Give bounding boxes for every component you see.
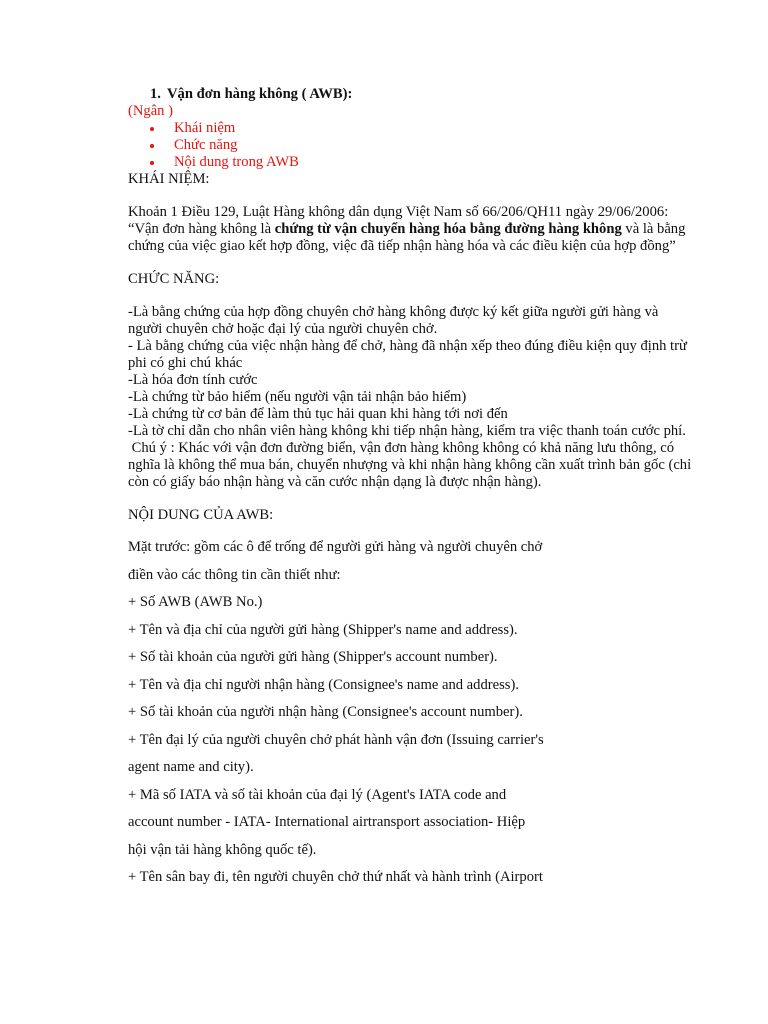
contents-line: + Số tài khoản của người gửi hàng (Shipper's account number). xyxy=(128,649,498,665)
contents-line: + Tên đại lý của người chuyên chở phát hành vận đơn (Issuing carrier's xyxy=(128,731,544,748)
function-line: -Là tờ chỉ dẫn cho nhân viên hàng không khi tiếp nhận hàng, kiểm tra việc thanh toán cước phí. xyxy=(128,423,686,439)
contents-title: NỘI DUNG CỦA AWB: xyxy=(128,507,274,523)
function-title: CHỨC NĂNG: xyxy=(128,271,220,287)
concept-paragraph xyxy=(128,204,696,255)
toc-item: Nội dung trong AWB xyxy=(174,154,696,171)
contents-line: agent name and city). xyxy=(128,759,254,775)
contents-line: + Số tài khoản của người nhận hàng (Consignee's account number). xyxy=(128,704,523,720)
function-line: -Là chứng từ cơ bản để làm thủ tục hải quan khi hàng tới nơi đến xyxy=(128,406,508,422)
function-line: - Là bằng chứng của việc nhận hàng để chở, hàng đã nhận xếp theo đúng điều kiện quy định trừ phi có ghi chú khác xyxy=(128,338,687,371)
contents-line: + Mã số IATA và số tài khoản của đại lý (Agent's IATA code and xyxy=(128,786,507,803)
contents-line: + Tên và địa chỉ của người gửi hàng (Shipper's name and address). xyxy=(128,621,518,638)
function-note: Chú ý : Khác với vận đơn đường biển, vận đơn hàng không không có khả năng lưu thông, có nghĩa là không thể mua bán, chuyển nhượng và khi nhận hàng không cần xuất trình bản gốc (chỉ còn có giấy báo nhận hàng và căn cước nhận dạng là được nhận hàng). xyxy=(128,440,695,490)
contents-list xyxy=(128,534,696,892)
concept-title: KHÁI NIỆM: xyxy=(128,171,210,187)
concept-text-before: Khoản 1 Điều 129, Luật Hàng không dân dụng Việt Nam số 66/206/QH11 ngày 29/06/2006: “Vận đơn hàng không là xyxy=(128,204,669,237)
contents-line: + Tên và địa chỉ người nhận hàng (Consignee's name and address). xyxy=(128,676,519,693)
function-line: -Là hóa đơn tính cước xyxy=(128,372,258,388)
contents-line: + Số AWB (AWB No.) xyxy=(128,594,263,610)
concept-text-after: và là bằng chứng của việc giao kết hợp đồng, việc đã tiếp nhận hàng hóa và các điều kiện của hợp đồng” xyxy=(128,221,686,254)
heading-text: Vận đơn hàng không ( AWB): xyxy=(167,86,353,102)
function-line: -Là bằng chứng của hợp đồng chuyên chở hàng không được ký kết giữa người gửi hàng và người chuyên chở hoặc đại lý của người chuyên chở. xyxy=(128,304,659,337)
toc-item: Khái niệm xyxy=(174,120,696,137)
contents-line: account number - IATA- International airtransport association- Hiệp xyxy=(128,814,526,830)
author-note: (Ngân ) xyxy=(128,103,173,119)
contents-line: hội vận tải hàng không quốc tế). xyxy=(128,841,317,858)
section-heading xyxy=(128,86,696,103)
toc-list xyxy=(128,120,696,171)
contents-line: điền vào các thông tin cần thiết như: xyxy=(128,566,341,583)
heading-number: 1. xyxy=(150,86,161,102)
function-list xyxy=(128,304,696,491)
contents-line: + Tên sân bay đi, tên người chuyên chở thứ nhất và hành trình (Airport xyxy=(128,869,543,885)
contents-line: Mặt trước: gồm các ô để trống để người gửi hàng và người chuyên chở xyxy=(128,539,543,555)
toc-item: Chức năng xyxy=(174,137,696,154)
document-body xyxy=(128,86,696,892)
function-line: -Là chứng từ bảo hiểm (nếu người vận tải nhận bảo hiểm) xyxy=(128,389,467,405)
concept-text-bold: chứng từ vận chuyển hàng hóa bằng đường hàng không xyxy=(274,221,622,237)
